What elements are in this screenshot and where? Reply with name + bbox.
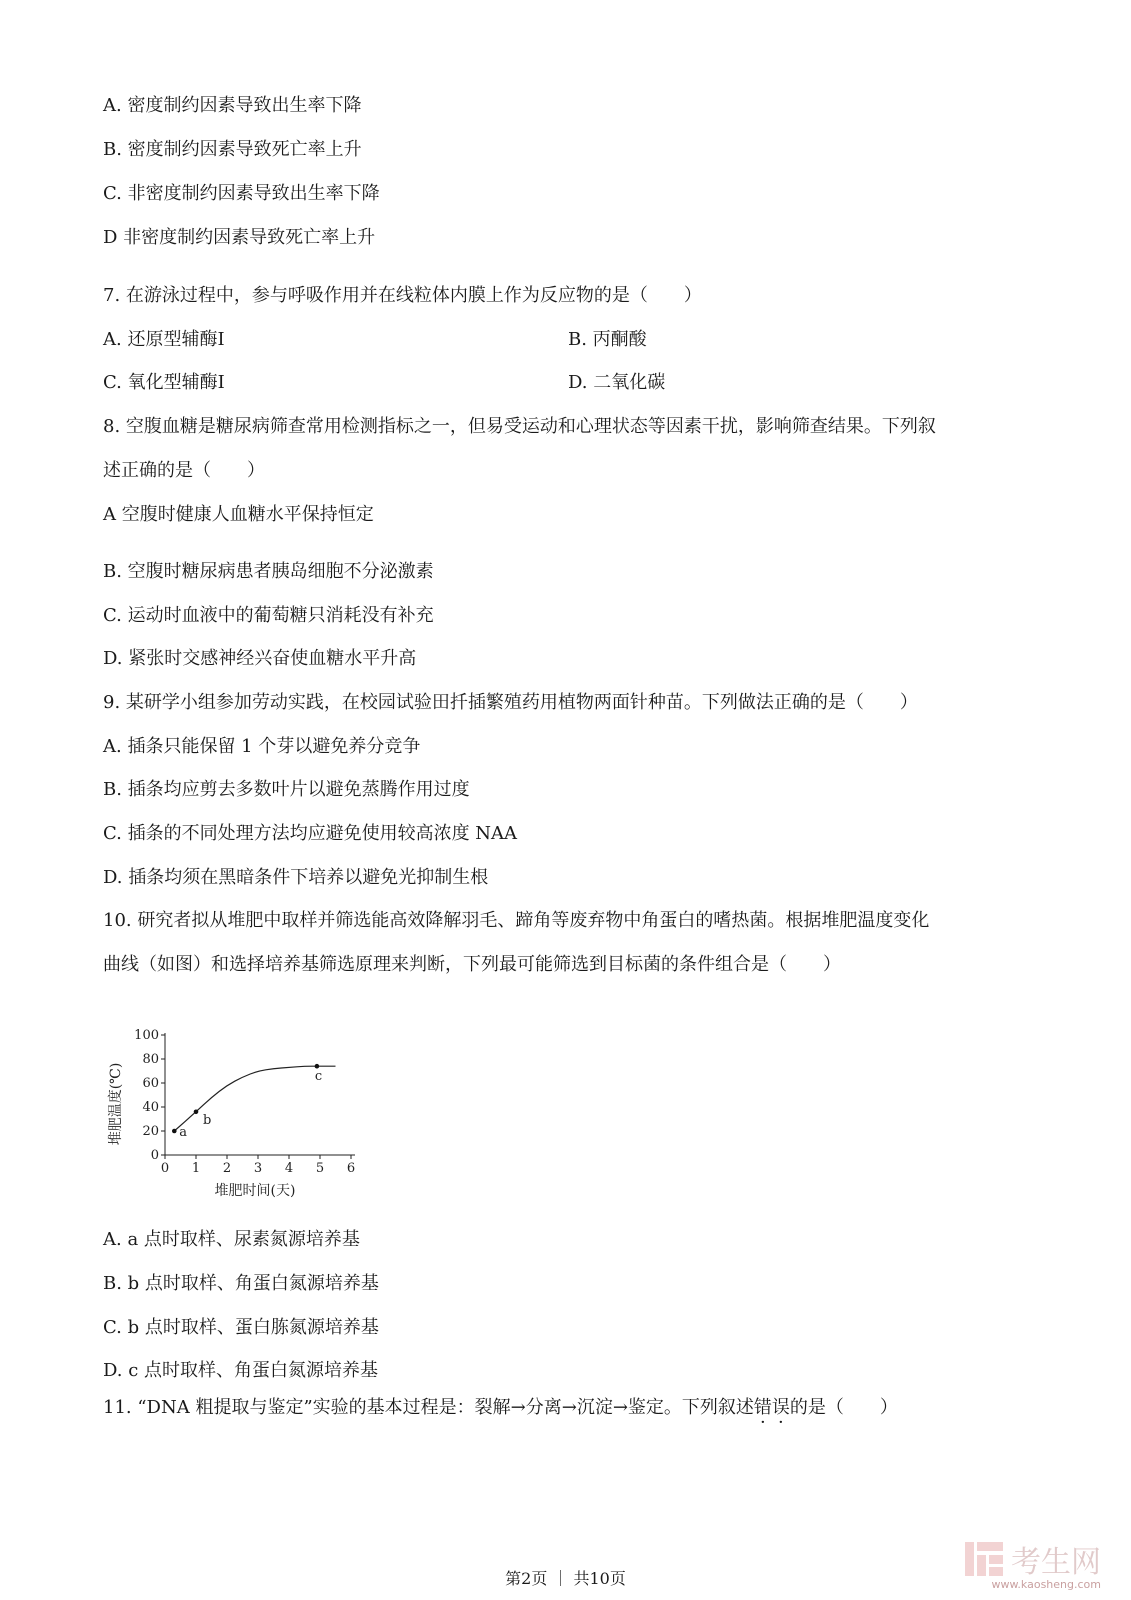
watermark <box>963 1537 1101 1581</box>
q7-option-b: B. 丙酮酸 <box>568 329 647 350</box>
q10-option-c: C. b 点时取样、蛋白胨氮源培养基 <box>103 1317 379 1338</box>
x-tick-label: 5 <box>315 1161 325 1176</box>
watermark-logo-icon <box>963 1538 1005 1580</box>
q7-option-d: D. 二氧化碳 <box>568 372 666 393</box>
chart-x-label: 堆肥时间(天) <box>214 1183 296 1199</box>
q11-stem-pre: 11. “DNA 粗提取与鉴定”实验的基本过程是：裂解→分离→沉淀→鉴定。下列叙述 <box>103 1397 754 1418</box>
q8-option-d: D. 紧张时交感神经兴奋使血糖水平升高 <box>103 648 417 669</box>
point-c-marker <box>315 1064 320 1069</box>
q8-stem-line1: 8. 空腹血糖是糖尿病筛查常用检测指标之一，但易受运动和心理状态等因素干扰，影响筛查结果。下列叙 <box>103 416 936 437</box>
q9-option-c: C. 插条的不同处理方法均应避免使用较高浓度 NAA <box>103 823 518 844</box>
x-tick-label: 6 <box>346 1161 356 1176</box>
q10-option-a: A. a 点时取样、尿素氮源培养基 <box>103 1229 360 1250</box>
q9-option-b: B. 插条均应剪去多数叶片以避免蒸腾作用过度 <box>103 779 470 800</box>
point-a-marker <box>172 1129 177 1134</box>
point-c-label: c <box>314 1069 323 1085</box>
y-tick-label: 80 <box>142 1052 159 1067</box>
q9-stem: 9. 某研学小组参加劳动实践，在校园试验田扦插繁殖药用植物两面针种苗。下列做法正确的是（ ） <box>103 692 918 713</box>
x-tick-label: 4 <box>284 1161 294 1176</box>
q7-option-c: C. 氧化型辅酶Ⅰ <box>103 372 225 393</box>
q11-stem-post: 的是（ ） <box>789 1397 898 1418</box>
q8-option-b: B. 空腹时糖尿病患者胰岛细胞不分泌激素 <box>103 561 434 582</box>
q6-option-d: D 非密度制约因素导致死亡率上升 <box>103 227 376 248</box>
q11-stem <box>103 1396 898 1420</box>
q8-option-c: C. 运动时血液中的葡萄糖只消耗没有补充 <box>103 605 434 626</box>
q11-emphasis-1: 错 <box>753 1397 772 1418</box>
q10-option-b: B. b 点时取样、角蛋白氮源培养基 <box>103 1273 379 1294</box>
y-tick-label: 0 <box>150 1148 159 1163</box>
q10-stem-line1: 10. 研究者拟从堆肥中取样并筛选能高效降解羽毛、蹄角等废弃物中角蛋白的嗜热菌。根据堆肥温度变化 <box>103 910 930 931</box>
y-tick-label: 20 <box>142 1124 159 1139</box>
chart-ticks <box>134 1028 355 1176</box>
x-tick-label: 2 <box>222 1161 232 1176</box>
watermark-url: www.kaosheng.com <box>991 1578 1101 1591</box>
compost-temperature-chart <box>100 1020 380 1235</box>
temperature-curve <box>174 1066 335 1131</box>
x-tick-label: 1 <box>191 1161 201 1176</box>
q8-stem-line2: 述正确的是（ ） <box>103 460 265 481</box>
point-a-label: a <box>179 1125 188 1140</box>
q9-option-d: D. 插条均须在黑暗条件下培养以避免光抑制生根 <box>103 867 489 888</box>
q7-stem: 7. 在游泳过程中，参与呼吸作用并在线粒体内膜上作为反应物的是（ ） <box>103 285 702 306</box>
chart-y-label: 堆肥温度(℃) <box>108 1062 124 1146</box>
y-tick-label: 60 <box>142 1076 159 1091</box>
chart-axes <box>165 1033 355 1155</box>
x-tick-label: 3 <box>253 1161 263 1176</box>
x-tick-label: 0 <box>160 1161 170 1176</box>
q10-stem-line2: 曲线（如图）和选择培养基筛选原理来判断，下列最可能筛选到目标菌的条件组合是（ ） <box>103 954 841 975</box>
q11-emphasis-2: 误 <box>771 1397 790 1418</box>
watermark-name: 考生网 <box>1011 1545 1101 1580</box>
q9-option-a: A. 插条只能保留 1 个芽以避免养分竞争 <box>103 736 421 757</box>
q10-option-d: D. c 点时取样、角蛋白氮源培养基 <box>103 1360 379 1381</box>
q6-option-b: B. 密度制约因素导致死亡率上升 <box>103 139 362 160</box>
q7-option-a: A. 还原型辅酶Ⅰ <box>103 329 225 350</box>
q6-option-a: A. 密度制约因素导致出生率下降 <box>103 95 362 116</box>
chart-series <box>174 1066 335 1131</box>
y-tick-label: 100 <box>134 1028 159 1043</box>
q8-option-a: A 空腹时健康人血糖水平保持恒定 <box>103 504 374 525</box>
point-b-marker <box>194 1110 199 1115</box>
y-tick-label: 40 <box>142 1100 159 1115</box>
q6-option-c: C. 非密度制约因素导致出生率下降 <box>103 183 380 204</box>
page-footer: 第2页 ｜ 共10页 <box>505 1569 626 1588</box>
point-b-label: b <box>203 1112 212 1128</box>
